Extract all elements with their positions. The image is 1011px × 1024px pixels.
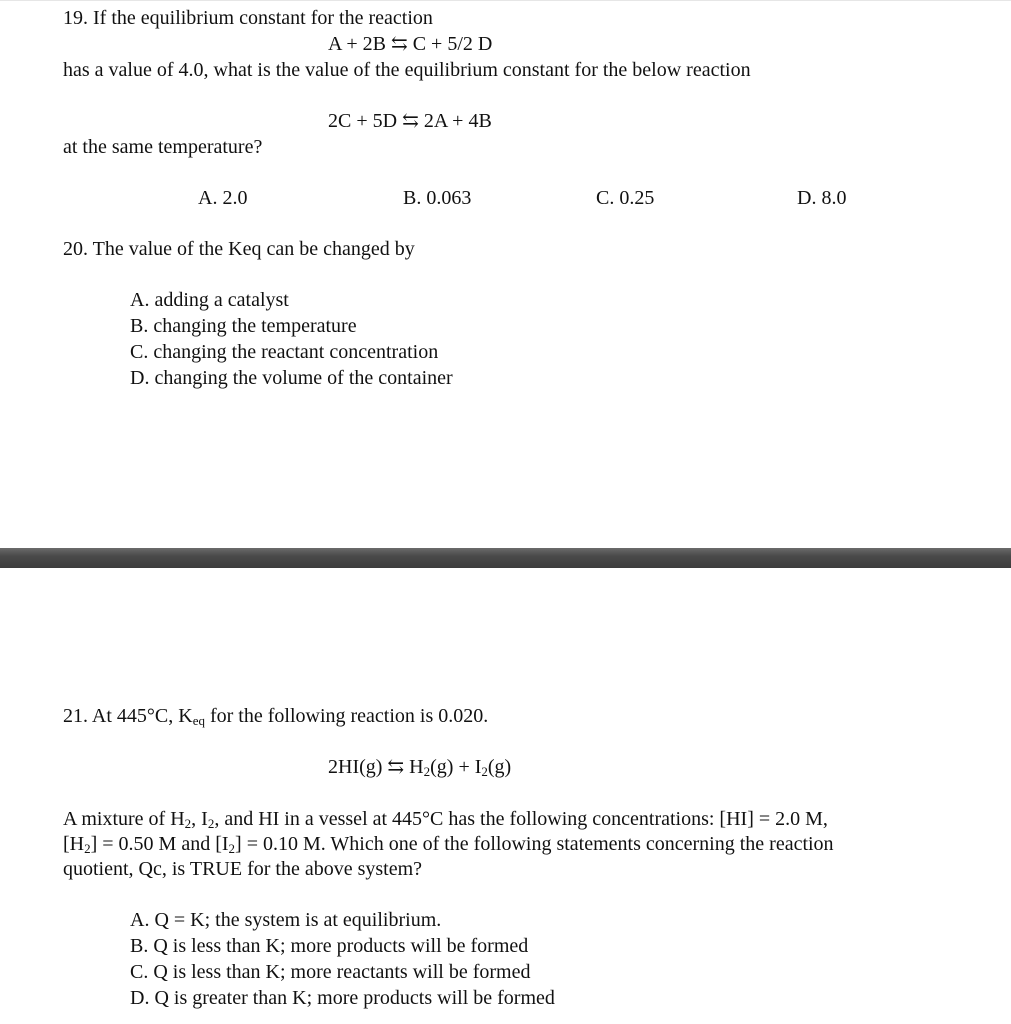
q21-text: , I: [191, 808, 208, 830]
q19-line-2: has a value of 4.0, what is the value of the equilibrium constant for the below reaction: [63, 59, 751, 81]
q21-choice-a[interactable]: A. Q = K; the system is at equilibrium.: [130, 909, 442, 931]
q19-choice-a[interactable]: A. 2.0: [198, 187, 248, 209]
q21-text: ] = 0.50 M and [I: [90, 833, 229, 855]
q21-reaction-sub: 2: [423, 764, 431, 779]
q19-choice-d[interactable]: D. 8.0: [797, 187, 847, 209]
q21-choice-c[interactable]: C. Q is less than K; more reactants will be formed: [130, 961, 531, 983]
q20-stem: 20. The value of the Keq can be changed by: [63, 238, 415, 260]
q21-text: , and HI in a vessel at 445°C has the following concentrations: [HI] = 2.0 M,: [214, 808, 828, 830]
q21-text: [H: [63, 833, 85, 855]
q21-paragraph-line-2: [63, 834, 834, 854]
q21-reaction-sub: 2: [481, 764, 488, 779]
q21-sub: 2: [84, 841, 91, 856]
top-border: [0, 0, 1011, 1]
q21-paragraph-line-1: [63, 809, 828, 829]
q21-paragraph-line-3: quotient, Qc, is TRUE for the above system?: [63, 858, 423, 880]
q21-reaction-part: 2HI(g) ⇆ H: [328, 756, 424, 778]
q19-reaction-2: 2C + 5D ⇆ 2A + 4B: [328, 110, 492, 132]
q21-reaction: [328, 757, 511, 777]
q20-choice-a[interactable]: A. adding a catalyst: [130, 289, 289, 311]
q21-stem-text: 21. At 445°C, K: [63, 705, 193, 727]
q21-sub: 2: [207, 816, 215, 831]
q21-reaction-part: (g): [487, 756, 512, 778]
q21-text: A mixture of H: [63, 808, 185, 830]
q21-text: ] = 0.10 M. Which one of the following statements concerning the reaction: [235, 833, 834, 855]
q21-stem: [63, 706, 488, 726]
q21-choice-d[interactable]: D. Q is greater than K; more products will be formed: [130, 987, 555, 1009]
q21-sub: 2: [184, 816, 192, 831]
q21-choice-b[interactable]: B. Q is less than K; more products will be formed: [130, 935, 529, 957]
q19-reaction-1: A + 2B ⇆ C + 5/2 D: [328, 33, 493, 55]
q20-choice-d[interactable]: D. changing the volume of the container: [130, 367, 453, 389]
q21-sub: 2: [228, 841, 236, 856]
q20-choice-c[interactable]: C. changing the reactant concentration: [130, 341, 439, 363]
q21-stem-text-end: for the following reaction is 0.020.: [204, 705, 489, 727]
q19-choice-c[interactable]: C. 0.25: [596, 187, 655, 209]
q21-reaction-part: (g) + I: [430, 756, 482, 778]
q19-stem: 19. If the equilibrium constant for the reaction: [63, 7, 433, 29]
q20-choice-b[interactable]: B. changing the temperature: [130, 315, 357, 337]
q19-line-3: at the same temperature?: [63, 136, 263, 158]
page-divider: [0, 548, 1011, 568]
q21-keq-subscript: eq: [192, 713, 205, 728]
q19-choice-b[interactable]: B. 0.063: [403, 187, 472, 209]
